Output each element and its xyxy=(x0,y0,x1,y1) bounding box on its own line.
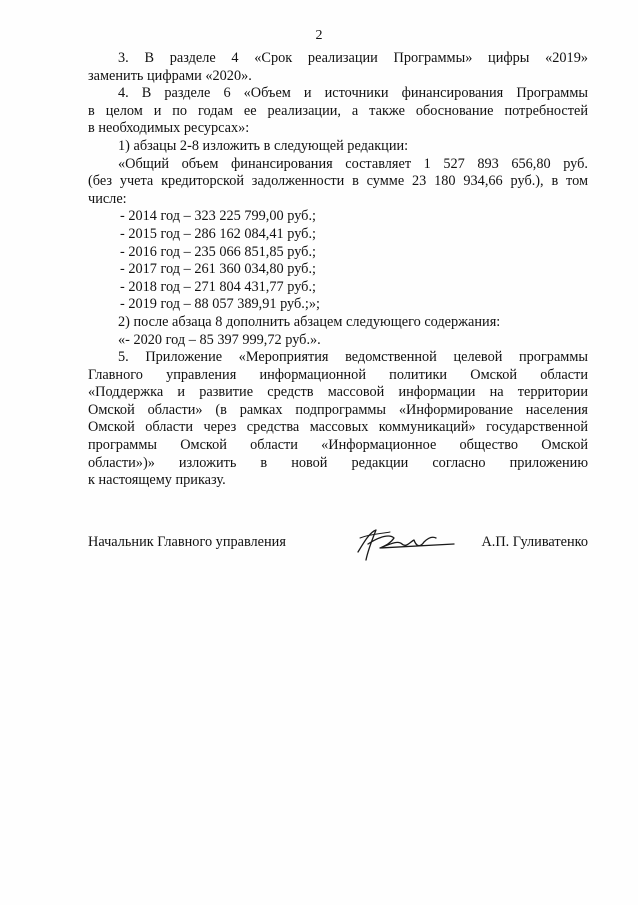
item-5-line-2: Главного управления информационной политики Омской области xyxy=(88,366,588,383)
item-5-line-5: Омской области через средства массовых коммуникаций» государственной xyxy=(88,419,588,436)
handwritten-signature xyxy=(350,522,460,566)
year-amounts-list xyxy=(88,208,588,314)
item-5-line-6: программы Омской области «Информационное общество Омской xyxy=(88,437,588,454)
signatory-position: Начальник Главного управления xyxy=(88,534,286,550)
year-amount-2015: - 2015 год – 286 162 084,41 руб.; xyxy=(120,225,316,242)
year-amount-2019: - 2019 год – 88 057 389,91 руб.;»; xyxy=(120,296,320,313)
subitem-2: 2) после абзаца 8 дополнить абзацем следующего содержания: xyxy=(118,313,501,330)
added-year-2020: «- 2020 год – 85 397 999,72 руб.». xyxy=(118,331,321,348)
item-5-line-1: 5. Приложение «Мероприятия ведомственной целевой программы xyxy=(118,349,588,366)
page-number: 2 xyxy=(315,28,323,43)
total-financing-line-3: числе: xyxy=(88,190,127,207)
item-5-line-3: «Поддержка и развитие средств массовой информации на территории xyxy=(88,384,588,401)
item-3-line-1: 3. В разделе 4 «Срок реализации Программы» цифры «2019» xyxy=(118,50,588,66)
total-financing-line-1: «Общий объем финансирования составляет 1 527 893 656,80 руб. xyxy=(118,155,588,172)
year-amount-2017: - 2017 год – 261 360 034,80 руб.; xyxy=(120,261,316,278)
item-4-line-2: в целом и по годам ее реализации, а также обоснование потребностей xyxy=(88,102,588,119)
year-amount-2014: - 2014 год – 323 225 799,00 руб.; xyxy=(120,208,316,225)
signatory-name: А.П. Гуливатенко xyxy=(481,534,588,550)
item-5-line-7: области»)» изложить в новой редакции согласно приложению xyxy=(88,454,588,471)
item-3-line-2: заменить цифрами «2020». xyxy=(88,67,252,84)
signature-block xyxy=(88,528,588,568)
item-4-line-3: в необходимых ресурсах»: xyxy=(88,120,250,137)
subitem-1-intro: 1) абзацы 2-8 изложить в следующей редакции: xyxy=(118,137,409,154)
item-5-line-8: к настоящему приказу. xyxy=(88,472,226,489)
year-amount-2016: - 2016 год – 235 066 851,85 руб.; xyxy=(120,243,316,260)
total-financing-line-2: (без учета кредиторской задолженности в сумме 23 180 934,66 руб.), в том xyxy=(88,173,588,190)
document-body xyxy=(88,50,588,490)
item-5-line-4: Омской области» (в рамках подпрограммы «Информирование населения xyxy=(88,401,588,418)
year-amount-2018: - 2018 год – 271 804 431,77 руб.; xyxy=(120,278,316,295)
item-4-line-1: 4. В разделе 6 «Объем и источники финансирования Программы xyxy=(118,85,588,102)
